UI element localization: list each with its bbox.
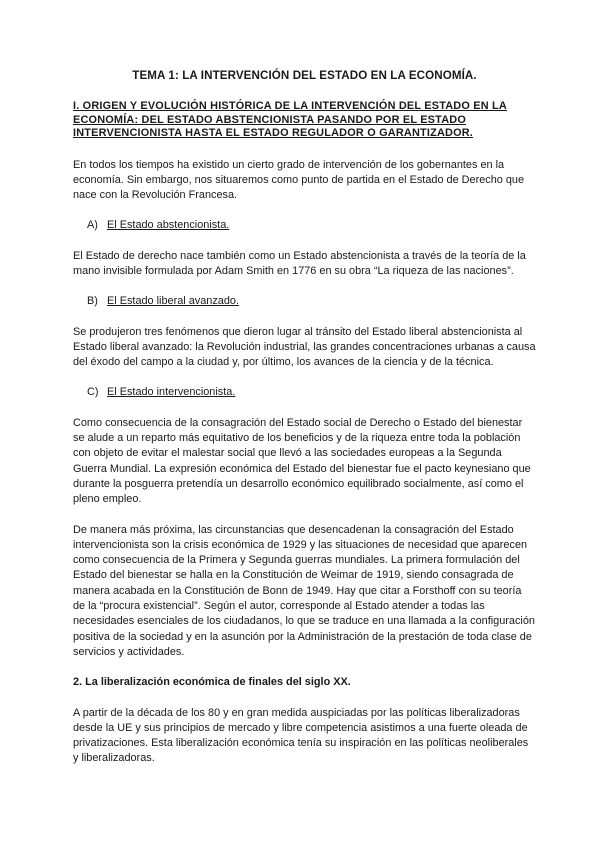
section-1-heading: I. ORIGEN Y EVOLUCIÓN HISTÓRICA DE LA INTERVENCIÓN DEL ESTADO EN LA ECONOMÍA: DEL ESTADO ABSTENCIONISTA PASANDO POR EL ESTADO INTERVENCIONISTA HASTA EL ESTADO REGULADOR O GARANTIZADOR. — [73, 100, 507, 140]
paragraph-liberalizacion: A partir de la década de los 80 y en gran medida auspiciadas por las políticas liberalizadoras desde la UE y sus principios de mercado y libre competencia asistimos a una fuerte oleada de privatizaciones. Esta liberalización económica tenía su inspiración en las políticas neoliberales y liberalizadoras. — [73, 706, 529, 765]
section-2-heading: 2. La liberalización económica de finales del siglo XX. — [73, 676, 351, 689]
subsection-label: El Estado intervencionista. — [107, 386, 236, 399]
subsection-b-heading — [73, 294, 536, 309]
page-title: TEMA 1: LA INTERVENCIÓN DEL ESTADO EN LA ECONOMÍA. — [132, 69, 477, 82]
subsection-label: El Estado liberal avanzado. — [107, 295, 239, 308]
subsection-letter: B) — [87, 295, 98, 308]
subsection-letter: A) — [87, 219, 98, 232]
subsection-letter: C) — [87, 386, 99, 399]
intro-paragraph: En todos los tiempos ha existido un cierto grado de intervención de los gobernantes en la economía. Sin embargo, nos situaremos como punto de partida en el Estado de Derecho que nace con la Revolución Francesa. — [73, 158, 525, 202]
paragraph-intervencionista-1: Como consecuencia de la consagración del Estado social de Derecho o Estado del bienestar se alude a un reparto más equitativo de los beneficios y de la riqueza entre toda la población con objeto de evitar el malestar social que llevó a las sociedades europeas a la Segunda Guerra Mundial. La expresión económica del Estado del bienestar fue el pacto keynesiano que durante la posguerra pretendía un desarrollo económico equilibrado socialmente, así como el pleno empleo. — [73, 416, 531, 506]
subsection-a-heading — [73, 218, 536, 233]
paragraph-abstencionista: El Estado de derecho nace también como un Estado abstencionista a través de la teoría de la mano invisible formulada por Adam Smith en 1776 en su obra “La riqueza de las naciones”. — [73, 249, 526, 277]
subsection-label: El Estado abstencionista. — [107, 219, 230, 232]
paragraph-liberal-avanzado: Se produjeron tres fenómenos que dieron lugar al tránsito del Estado liberal abstencionista al Estado liberal avanzado: la Revolución industrial, las grandes concentraciones urbanas a causa del éxodo del campo a la ciudad y, por último, los avances de la ciencia y de la técnica. — [73, 325, 536, 369]
subsection-c-heading — [73, 385, 536, 400]
paragraph-intervencionista-2: De manera más próxima, las circunstancias que desencadenan la consagración del Estado intervencionista son la crisis económica de 1929 y las situaciones de necesidad que aparecen como consecuencia de la Primera y Segunda guerras mundiales. La primera formulación del Estado del bienestar se halla en la Constitución de Weimar de 1919, siendo consagrada de manera acabada en la Constitución de Bonn de 1949. Hay que citar a Forsthoff con su teoría de la “procura existencial”. Según el autor, corresponde al Estado atender a todas las necesidades esenciales de los ciudadanos, lo que se traduce en una llamada a la configuración positiva de la sociedad y en la asunción por la Administración de la prestación de toda clase de servicios y actividades. — [73, 523, 535, 658]
